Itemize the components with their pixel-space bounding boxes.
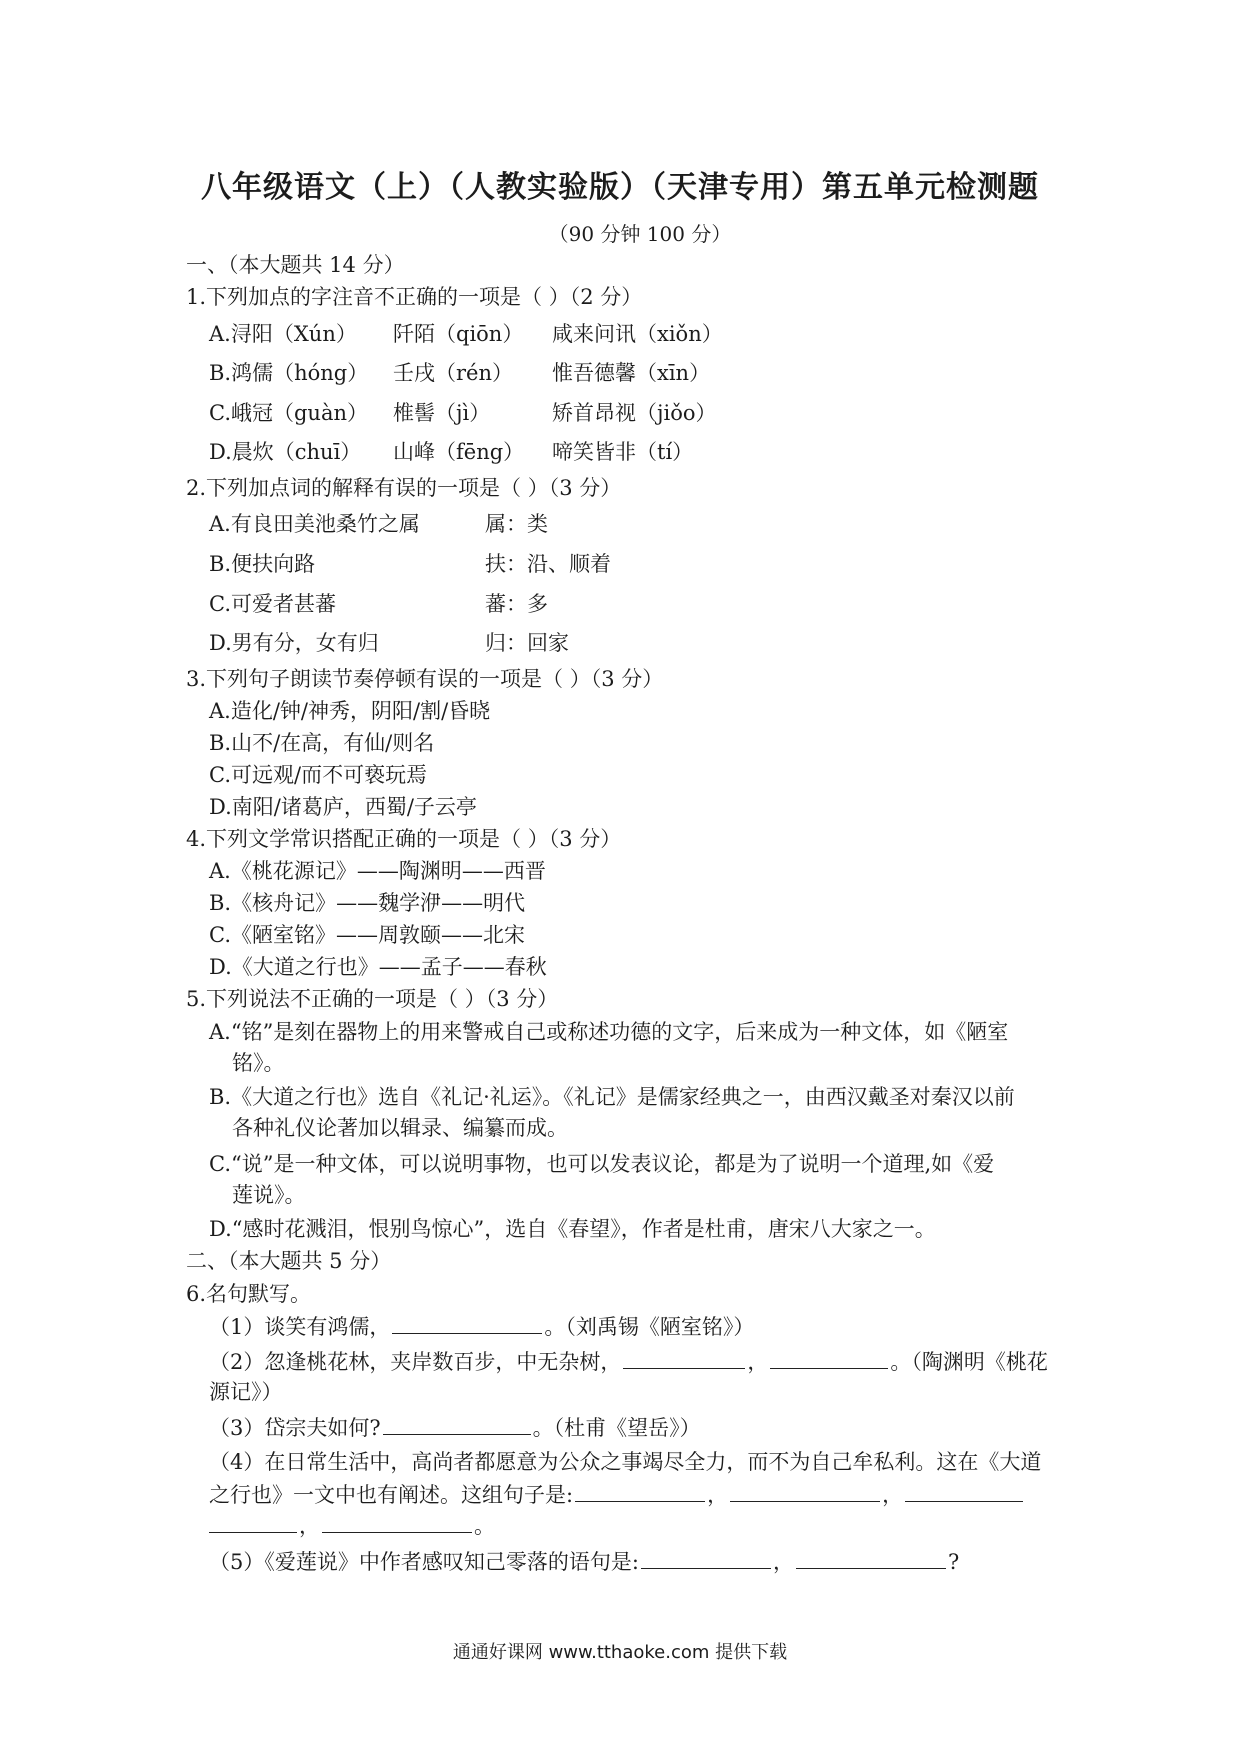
q1-option: B.鸿儒（hóng） <box>209 361 369 385</box>
page-title: 八年级语文（上）（人教实验版）（天津专用）第五单元检测题 <box>201 170 1039 205</box>
q1-option: 矫首昂视（jiǒo） <box>552 401 717 425</box>
q6-item-4-cont: 之行也》一文中也有阐述。这组句子是: ， ， <box>209 1481 1025 1508</box>
q3-option: D.南阳/诸葛庐，西蜀/子云亭 <box>209 795 477 819</box>
q1-option: 壬戌（rén） <box>393 361 513 385</box>
q4-option: C.《陋室铭》——周敦颐——北宋 <box>209 923 525 947</box>
q6-item-4: （4）在日常生活中，高尚者都愿意为公众之事竭尽全力，而不为自己牟私利。这在《大道 <box>209 1450 1042 1474</box>
answer-blank[interactable] <box>392 1313 542 1334</box>
q1-option: 阡陌（qiōn） <box>393 322 524 346</box>
answer-blank[interactable] <box>641 1548 771 1569</box>
answer-blank[interactable] <box>905 1481 1023 1502</box>
q3-option: C.可远观/而不可亵玩焉 <box>209 763 428 787</box>
q2-definition: 扶：沿、顺着 <box>485 552 611 576</box>
q5-option-b-cont: 各种礼仪论著加以辑录、编纂而成。 <box>232 1116 568 1140</box>
q2-option: A.有良田美池桑竹之属 <box>209 512 420 536</box>
q1-option: D.晨炊（chuī） <box>209 440 362 464</box>
q1-option: A.浔阳（Xún） <box>209 322 357 346</box>
q1-option: C.峨冠（guàn） <box>209 401 369 425</box>
answer-blank[interactable] <box>623 1348 745 1369</box>
answer-blank[interactable] <box>796 1548 946 1569</box>
q2-option: D.男有分，女有归 <box>209 631 379 655</box>
q4-option: B.《核舟记》——魏学洢——明代 <box>209 891 526 915</box>
q5-option-d: D.“感时花溅泪，恨别鸟惊心”，选自《春望》，作者是杜甫，唐宋八大家之一。 <box>209 1217 936 1241</box>
q6-item-1: （1）谈笑有鸿儒， 。（刘禹锡《陋室铭》） <box>209 1315 755 1339</box>
q5-option-a-cont: 铭》。 <box>232 1051 285 1075</box>
question-3-stem: 3.下列句子朗读节奏停顿有误的一项是（ ）（3 分） <box>186 667 664 691</box>
q1-option: 山峰（fēng） <box>393 440 525 464</box>
q3-option: B.山不/在高，有仙/则名 <box>209 731 435 755</box>
section-two-heading: 二、（本大题共 5 分） <box>186 1249 392 1273</box>
q2-definition: 属：类 <box>485 512 548 536</box>
exam-duration-score: （90 分钟 100 分） <box>548 222 732 246</box>
q6-item-5: （5）《爱莲说》中作者感叹知己零落的语句是: ， ? <box>209 1550 960 1574</box>
download-source-footer: 通通好课网 www.tthaoke.com 提供下载 <box>452 1642 788 1663</box>
q1-option: 啼笑皆非（tí） <box>552 440 694 464</box>
q5-option-a: A.“铭”是刻在器物上的用来警戒自己或称述功德的文字，后来成为一种文体，如《陋室 <box>209 1020 1009 1044</box>
answer-blank[interactable] <box>209 1512 297 1533</box>
question-2-stem: 2.下列加点词的解释有误的一项是（ ）（3 分） <box>186 476 622 500</box>
q2-definition: 蕃：多 <box>485 592 548 616</box>
q5-option-c: C.“说”是一种文体，可以说明事物，也可以发表议论，都是为了说明一个道理,如《爱 <box>209 1152 995 1176</box>
answer-blank[interactable] <box>730 1481 880 1502</box>
section-one-heading: 一、（本大题共 14 分） <box>186 253 405 277</box>
question-5-stem: 5.下列说法不正确的一项是（ ）（3 分） <box>186 987 559 1011</box>
question-4-stem: 4.下列文学常识搭配正确的一项是（ ）（3 分） <box>186 827 622 851</box>
q6-item-4-cont2: ， 。 <box>209 1512 495 1539</box>
q4-option: A.《桃花源记》——陶渊明——西晋 <box>209 859 546 883</box>
q1-option: 椎髻（jì） <box>393 401 491 425</box>
q6-item-2-cont: 源记》） <box>209 1380 283 1404</box>
q5-option-c-cont: 莲说》。 <box>232 1183 306 1207</box>
q5-option-b: B.《大道之行也》选自《礼记·礼运》。《礼记》是儒家经典之一，由西汉戴圣对秦汉以前 <box>209 1085 1015 1109</box>
q2-definition: 归：回家 <box>485 631 569 655</box>
q1-option: 惟吾德馨（xīn） <box>552 361 711 385</box>
q3-option: A.造化/钟/神秀，阴阳/割/昏晓 <box>209 699 491 723</box>
q2-option: B.便扶向路 <box>209 552 316 576</box>
q6-item-2: （2）忽逢桃花林，夹岸数百步，中无杂树， ， 。（陶渊明《桃花 <box>209 1350 1048 1374</box>
answer-blank[interactable] <box>322 1512 472 1533</box>
answer-blank[interactable] <box>770 1348 888 1369</box>
q2-option: C.可爱者甚蕃 <box>209 592 336 616</box>
question-6-stem: 6.名句默写。 <box>186 1282 312 1306</box>
q6-item-3: （3）岱宗夫如何? 。（杜甫《望岳》） <box>209 1416 701 1440</box>
answer-blank[interactable] <box>575 1481 705 1502</box>
q1-option: 咸来问讯（xiǒn） <box>552 322 723 346</box>
q4-option: D.《大道之行也》——孟子——春秋 <box>209 955 547 979</box>
question-1-stem: 1.下列加点的字注音不正确的一项是（ ）（2 分） <box>186 285 643 309</box>
answer-blank[interactable] <box>383 1414 531 1435</box>
